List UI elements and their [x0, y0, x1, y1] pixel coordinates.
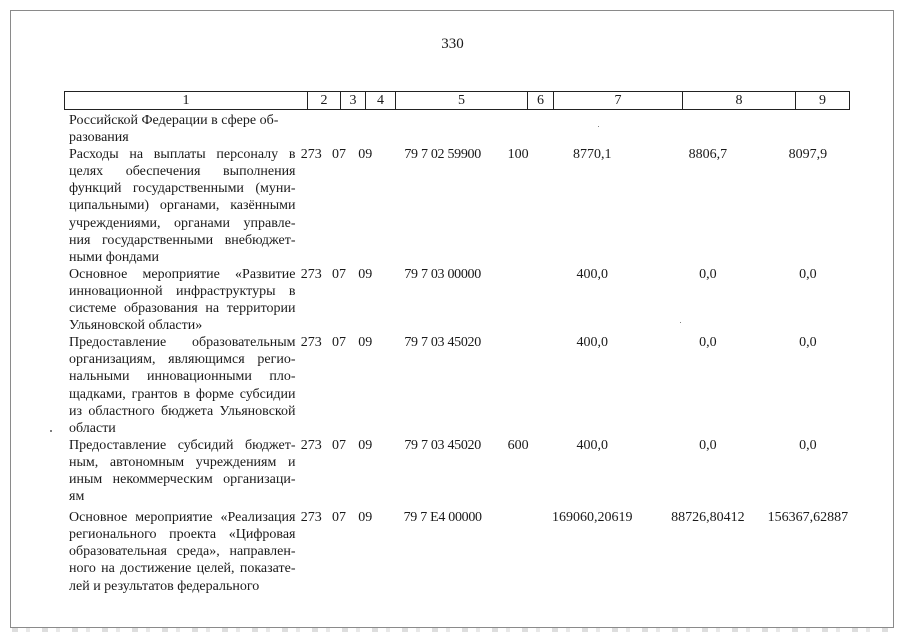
row-type: 100 — [507, 147, 529, 163]
row-subsection: 09 — [358, 510, 373, 526]
row-subsection: 09 — [358, 266, 373, 282]
row-value-1: 169060,20619 — [551, 510, 633, 526]
row-value-1: 400,0 — [576, 335, 608, 351]
header-col-7: 7 — [553, 92, 682, 109]
row-name: Предоставление субсидий бюджет-ным, автономным учреждениям и иным некоммерческим организаци-ям — [69, 437, 296, 505]
header-col-8: 8 — [682, 92, 795, 109]
table-header — [64, 91, 850, 110]
row-target: 79 7 02 59900 — [404, 147, 481, 163]
row-subsection: 09 — [358, 437, 373, 453]
row-target — [380, 112, 506, 146]
row-value-2: 0,0 — [699, 266, 717, 282]
row-target: 79 7 E4 00000 — [403, 510, 482, 526]
row-subsection — [351, 112, 380, 146]
row-type — [506, 509, 531, 594]
row-value-3: 156367,62887 — [767, 510, 849, 526]
row-type: 600 — [507, 437, 529, 453]
table-row — [64, 334, 850, 437]
row-admin: 273 — [300, 147, 322, 163]
row-admin: 273 — [300, 510, 322, 526]
header-col-4: 4 — [365, 92, 395, 109]
scan-speck — [598, 126, 599, 127]
row-value-2 — [654, 112, 762, 146]
header-col-9: 9 — [795, 92, 849, 109]
row-value-3 — [762, 112, 850, 146]
row-subsection: 09 — [358, 147, 373, 163]
scan-speck — [680, 322, 681, 323]
row-value-3: 8097,9 — [788, 147, 828, 163]
scan-speck — [50, 430, 52, 432]
row-value-2: 88726,80412 — [671, 510, 745, 526]
row-section: 07 — [331, 437, 346, 453]
row-value-1: 400,0 — [576, 437, 608, 453]
row-name: Российской Федерации в сфере об- разования — [69, 113, 279, 146]
row-value-2: 0,0 — [699, 437, 717, 453]
header-col-2: 2 — [307, 92, 340, 109]
row-value-3: 0,0 — [799, 266, 817, 282]
row-type — [506, 266, 531, 334]
table-row — [64, 509, 850, 594]
row-value-1 — [531, 112, 654, 146]
row-section: 07 — [331, 335, 346, 351]
row-subsection: 09 — [358, 335, 373, 351]
table-body — [64, 112, 850, 595]
row-target: 79 7 03 45020 — [404, 437, 481, 453]
row-admin: 273 — [300, 437, 322, 453]
row-target: 79 7 03 45020 — [404, 335, 481, 351]
row-admin: 273 — [300, 335, 322, 351]
row-admin — [296, 112, 328, 146]
row-admin: 273 — [300, 266, 322, 282]
header-col-6: 6 — [527, 92, 553, 109]
row-type — [506, 112, 531, 146]
scan-edge-noise — [12, 628, 892, 632]
row-section: 07 — [331, 510, 346, 526]
row-value-1: 8770,1 — [572, 147, 612, 163]
table-row — [64, 112, 850, 146]
row-section — [327, 112, 351, 146]
row-name: Предоставление образовательным организациям, являющимся регио-нальными инновационными пло-щадками, грантов в форме субсидии из областного бюджета Ульяновской области — [69, 335, 296, 436]
row-target: 79 7 03 00000 — [404, 266, 481, 282]
table-row — [64, 266, 850, 334]
header-col-5: 5 — [395, 92, 527, 109]
row-section: 07 — [331, 147, 346, 163]
table-row — [64, 437, 850, 505]
header-col-1: 1 — [182, 93, 190, 108]
row-name: Основное мероприятие «Развитие инновационной инфраструктуры в системе образования на территории Ульяновской области» — [69, 266, 296, 334]
row-value-2: 8806,7 — [688, 147, 728, 163]
header-col-3: 3 — [340, 92, 365, 109]
row-value-1: 400,0 — [576, 266, 608, 282]
page-number: 330 — [441, 36, 464, 52]
row-name: Основное мероприятие «Реализация регионального проекта «Цифровая образовательная среда», направлен-ного на достижение целей, показате-лей и результатов федерального — [69, 510, 296, 594]
table-row — [64, 146, 850, 266]
row-value-2: 0,0 — [699, 335, 717, 351]
row-name: Расходы на выплаты персоналу в целях обеспечения выполнения функций государственными (муни-ципальными) органами, казёнными учреждениями, органами управле-ния государственными внебюджет-ными фондами — [69, 147, 296, 265]
row-type — [506, 334, 531, 437]
row-value-3: 0,0 — [799, 335, 817, 351]
row-section: 07 — [331, 266, 346, 282]
row-value-3: 0,0 — [799, 437, 817, 453]
